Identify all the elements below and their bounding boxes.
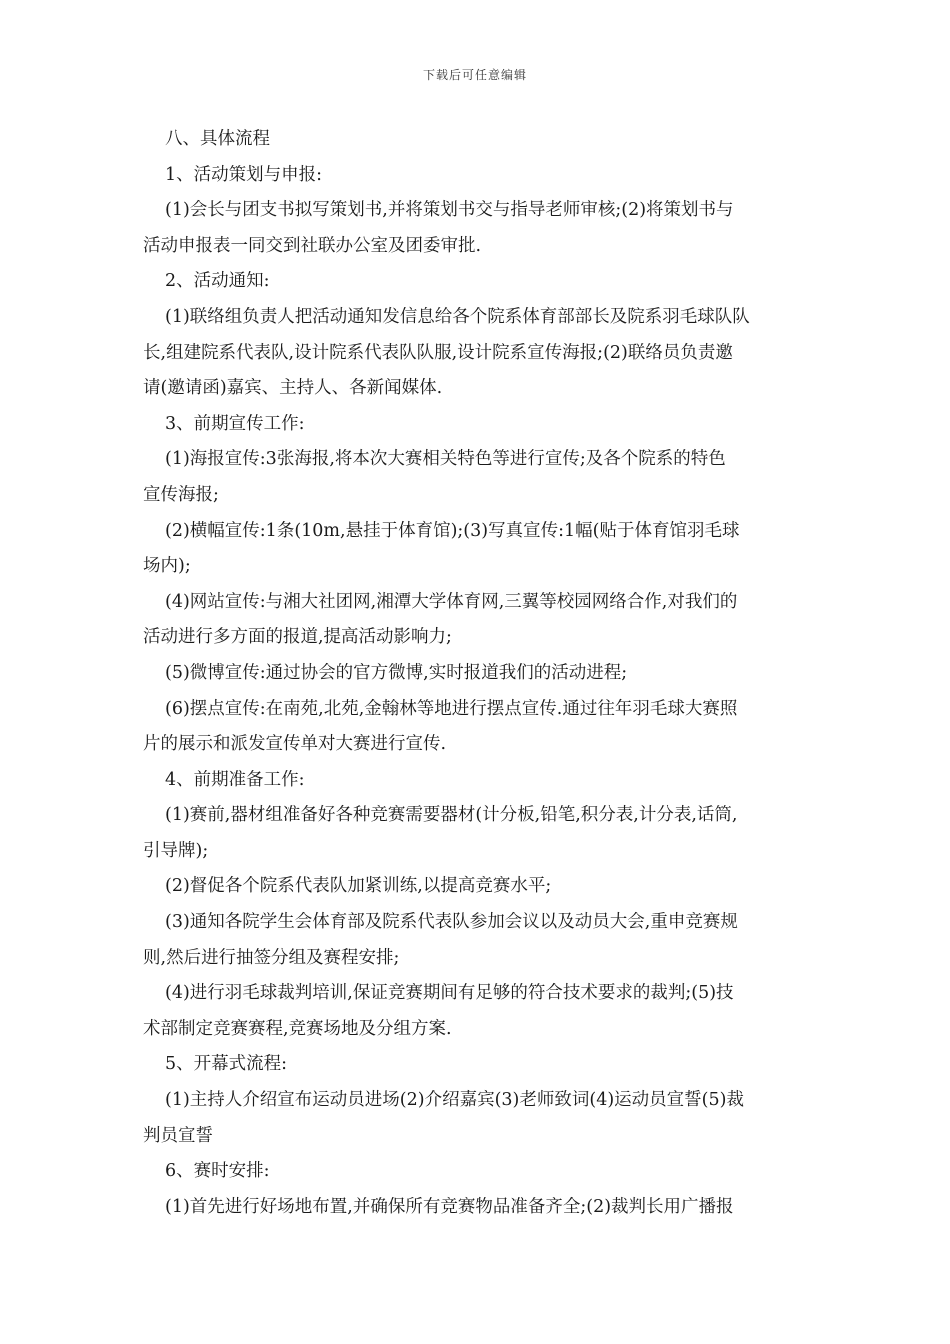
document-line: 术部制定竞赛赛程,竞赛场地及分组方案. (143, 1018, 452, 1039)
document-line: (1)主持人介绍宣布运动员进场(2)介绍嘉宾(3)老师致词(4)运动员宣誓(5)裁 (165, 1090, 744, 1111)
document-line: (1)首先进行好场地布置,并确保所有竞赛物品准备齐全;(2)裁判长用广播报 (165, 1196, 734, 1217)
document-line: (4)网站宣传:与湘大社团网,湘潭大学体育网,三翼等校园网络合作,对我们的 (165, 591, 738, 612)
document-line: 请(邀请函)嘉宾、主持人、各新闻媒体. (143, 378, 443, 399)
document-line: 2、活动通知: (165, 271, 270, 292)
document-line: 活动申报表一同交到社联办公室及团委审批. (143, 235, 482, 256)
document-line: (4)进行羽毛球裁判培训,保证竞赛期间有足够的符合技术要求的裁判;(5)技 (165, 983, 734, 1004)
document-line: 则,然后进行抽签分组及赛程安排; (143, 947, 400, 968)
document-line: 判员宣誓 (143, 1125, 213, 1146)
document-line: 3、前期宣传工作: (165, 413, 305, 434)
document-line: (1)海报宣传:3张海报,将本次大赛相关特色等进行宣传;及各个院系的特色 (165, 449, 726, 470)
document-line: (6)摆点宣传:在南苑,北苑,金翰林等地进行摆点宣传.通过往年羽毛球大赛照 (165, 698, 738, 719)
document-line: 5、开幕式流程: (165, 1054, 288, 1075)
document-line: 6、赛时安排: (165, 1161, 270, 1182)
document-line: 长,组建院系代表队,设计院系代表队队服,设计院系宣传海报;(2)联络员负责邀 (143, 342, 733, 363)
document-line: (1)赛前,器材组准备好各种竞赛需要器材(计分板,铅笔,积分表,计分表,话筒, (165, 805, 738, 826)
document-line: 八、具体流程 (165, 129, 270, 149)
document-line: (1)会长与团支书拟写策划书,并将策划书交与指导老师审核;(2)将策划书与 (165, 200, 734, 221)
document-line: 引导牌); (143, 840, 209, 861)
document-line: 活动进行多方面的报道,提高活动影响力; (143, 627, 452, 648)
document-line: 场内); (143, 556, 191, 577)
document-line: 1、活动策划与申报: (165, 164, 323, 185)
document-line: (2)督促各个院系代表队加紧训练,以提高竞赛水平; (165, 876, 552, 897)
document-line: (2)横幅宣传:1条(10m,悬挂于体育馆);(3)写真宣传:1幅(贴于体育馆羽毛球 (165, 520, 740, 541)
page-header-note: 下载后可任意编辑 (422, 68, 527, 82)
document-line: 4、前期准备工作: (165, 769, 305, 790)
document-body (143, 122, 823, 1225)
document-line: 宣传海报; (143, 484, 219, 505)
document-line: 片的展示和派发宣传单对大赛进行宣传. (143, 734, 447, 755)
document-line: (3)通知各院学生会体育部及院系代表队参加会议以及动员大会,重申竞赛规 (165, 912, 738, 933)
document-line: (1)联络组负责人把活动通知发信息给各个院系体育部部长及院系羽毛球队队 (165, 306, 750, 327)
document-line: (5)微博宣传:通过协会的官方微博,实时报道我们的活动进程; (165, 662, 628, 683)
